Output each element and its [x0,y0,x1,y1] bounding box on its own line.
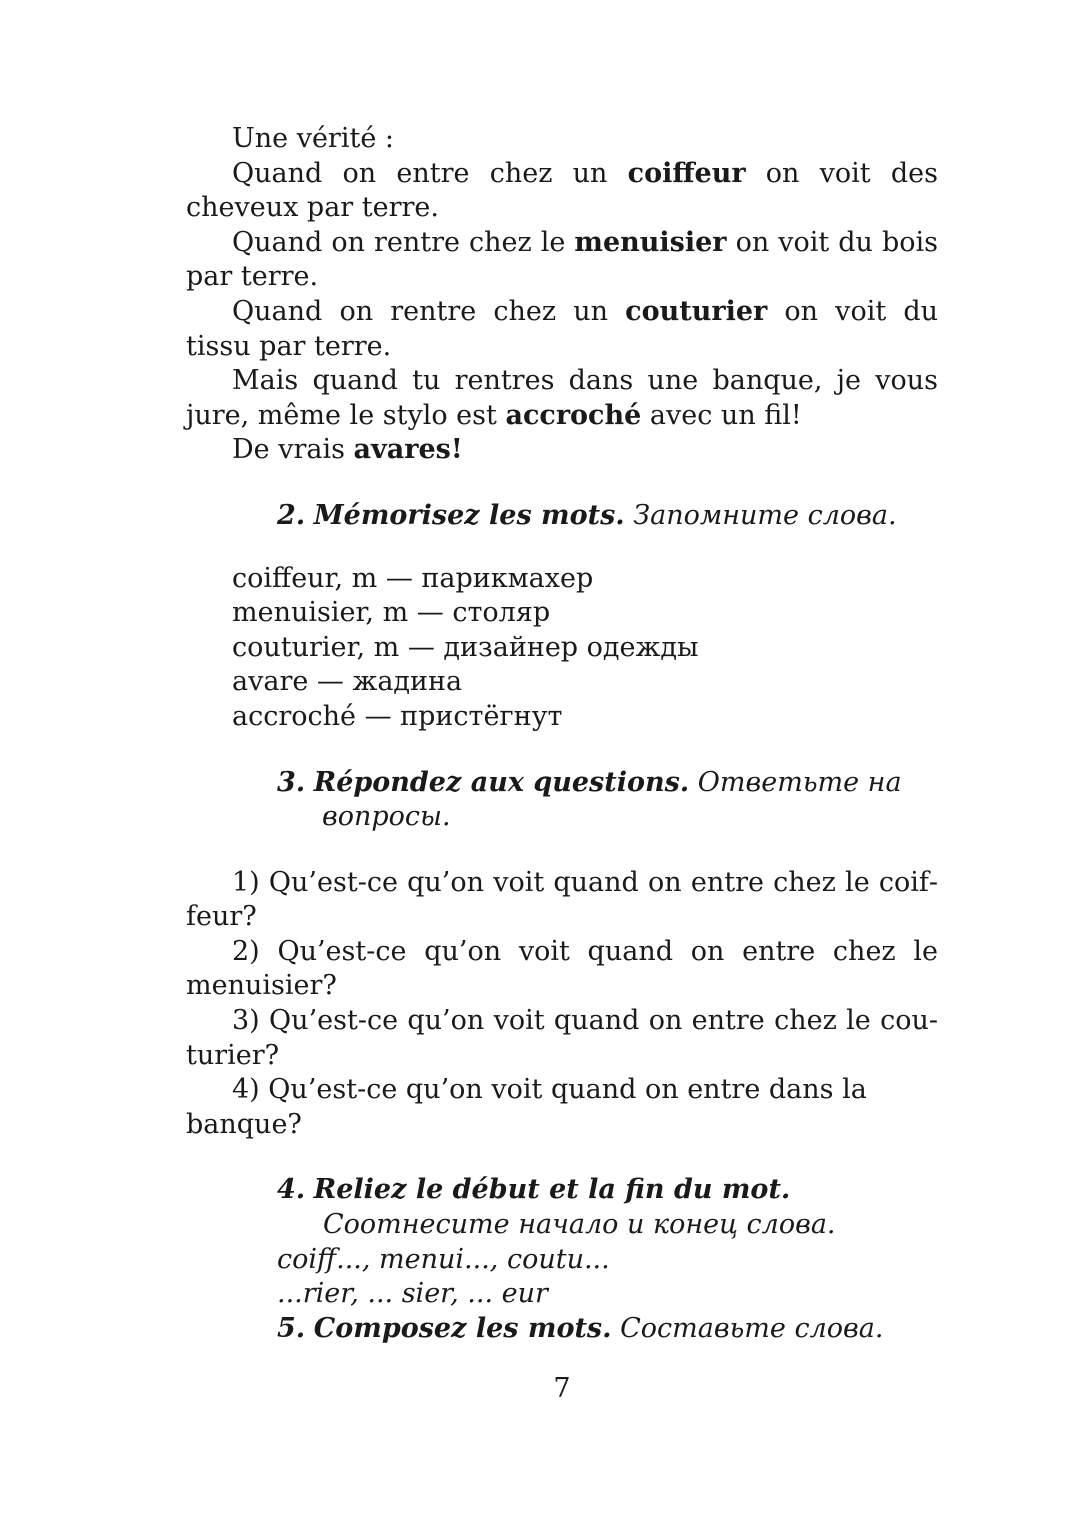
questions-list [186,866,938,1143]
poem-line-avares: De vrais avares! [232,434,463,466]
vocab-item: accroché — пристёгнут [232,700,563,732]
vocab-item: coiffeur, m — парикмахер [232,562,594,594]
task-4-line-2: ...rier, ... sier, ... eur [277,1278,548,1310]
page-number: 7 [553,1373,571,1404]
poem-title: Une vérité : [232,123,394,154]
page-body [186,122,938,1346]
keyword-avares: avares! [353,434,463,466]
question-item: 2) Qu’est-ce qu’on voit quand on entre chez le menuisier? [186,935,938,1002]
question-item: 1) Qu’est-ce qu’on voit quand on entre chez le coiffeur? [186,866,938,933]
keyword-accroche: accroché [505,399,642,431]
question-item: 3) Qu’est-ce qu’on voit quand on entre chez le couturier? [186,1005,938,1071]
keyword-couturier: couturier [625,295,768,327]
keyword-menuisier: menuisier [574,226,727,258]
task-4 [186,1173,938,1346]
poem-line-menuisier: Quand on rentre chez le menuisier on voit du bois par terre. [186,226,938,293]
vocab-item: couturier, m — дизайнер одежды [232,631,699,663]
vocabulary-list [186,562,938,735]
task-3-heading: 3. Répondez aux questions. Ответьте на вопросы. [277,766,902,833]
task-5-heading: 5. Composez les mots. Составьте слова. [277,1312,884,1344]
task-4-subtitle: Соотнесите начало и конец слова. [323,1209,836,1241]
question-item: 4) Qu’est-ce qu’on voit quand on entre dans la banque? [186,1074,867,1140]
vocab-item: avare — жадина [232,666,463,698]
poem [186,122,938,468]
task-4-line-1: coiff..., menui..., coutu... [277,1243,610,1275]
task-2-heading: 2. Mémorisez les mots. Запомните слова. [277,499,897,531]
keyword-coiffeur: coiffeur [627,157,746,189]
vocab-item: menuisier, m — столяр [232,597,551,629]
poem-line-banque: Mais quand tu rentres dans une banque, je vous jure, même le stylo est accroché avec un fil! [186,365,938,431]
poem-line-coiffeur: Quand on entre chez un coiffeur on voit des cheveux par terre. [186,157,938,224]
poem-line-couturier: Quand on rentre chez un couturier on voit du tissu par terre. [186,295,938,362]
task-4-heading: 4. Reliez le début et la fin du mot. [277,1174,791,1206]
